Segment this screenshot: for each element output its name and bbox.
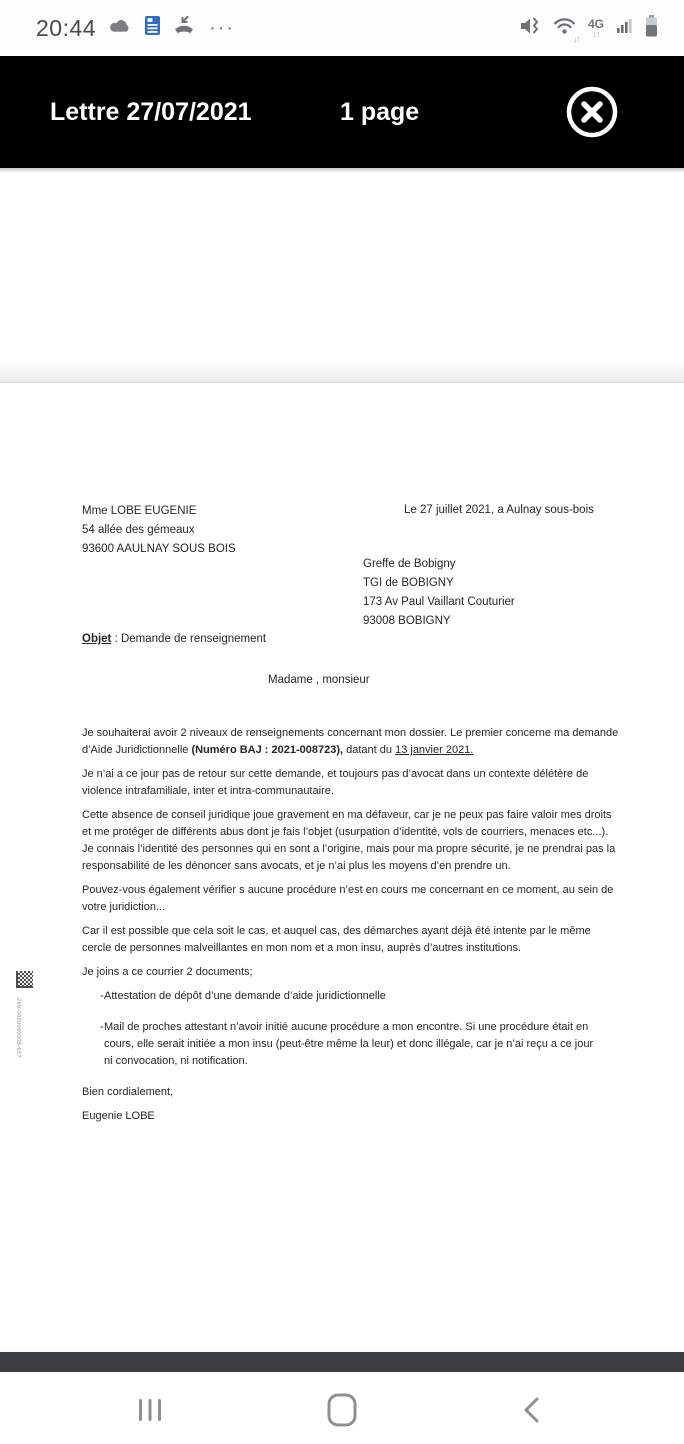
recents-button[interactable] — [130, 1390, 170, 1430]
document-page[interactable] — [0, 168, 684, 1352]
paragraph-3: Cette absence de conseil juridique joue gravement en ma défaveur, car je ne peux pas faire valoir mes droits et me protéger de différents abus dont je fais l’objet (usurpation d’identité, vols de courriers, menaces etc...). Je connais l’identité des personnes qui en sont a l’origine, mais pour ma propre sécurité, je ne prendrai pas la responsabilité de les dénoncer sans avocats, et je n’ai plus les moyens d’en prendre un. — [82, 809, 616, 872]
letter-date-line: Le 27 juillet 2021, a Aulnay sous-bois — [404, 504, 594, 516]
viewer-bottom-strip — [0, 1352, 684, 1372]
network-type-label: 4G — [587, 16, 604, 31]
closing-block — [82, 1084, 620, 1125]
paragraph-1-bold-run: (Numéro BAJ : 2021-008723), — [191, 744, 344, 756]
paragraph-1-text: datant du — [343, 744, 396, 756]
android-navigation-bar — [0, 1372, 684, 1444]
subject-text: : Demande de renseignement — [111, 633, 267, 645]
signature-name: Eugenie LOBE — [82, 1110, 155, 1122]
paragraph-6: Je joins a ce courrier 2 documents; — [82, 966, 253, 978]
clock: 20:44 — [36, 14, 97, 41]
closing-line: Bien cordialement, — [82, 1086, 174, 1098]
back-button[interactable] — [512, 1390, 552, 1430]
recipient-line: 173 Av Paul Vaillant Couturier — [363, 596, 515, 608]
letter-body — [82, 725, 620, 1132]
subject-label: Objet — [82, 633, 112, 645]
recipient-line: 93008 BOBIGNY — [363, 615, 451, 627]
close-button[interactable] — [565, 85, 619, 139]
recipient-line: TGI de BOBIGNY — [363, 577, 454, 589]
sender-line: 54 allée des gémeaux — [82, 524, 195, 536]
home-button[interactable] — [322, 1390, 362, 1430]
wifi-traffic-arrows: ↓↑ — [572, 33, 580, 44]
document-title: Lettre 27/07/2021 — [50, 97, 252, 126]
sender-address-block — [82, 502, 236, 559]
status-left-cluster — [36, 15, 235, 42]
salutation: Madame , monsieur — [268, 674, 370, 686]
document-notification-icon — [144, 15, 161, 41]
sender-line: Mme LOBE EUGENIE — [82, 505, 197, 517]
postal-datamatrix-barcode — [16, 971, 33, 988]
bullet-marker: - — [100, 990, 104, 1002]
list-item-text: Mail de proches attestant n’avoir initié aucune procédure a mon encontre. Si une procédure était en cours, elle serait initiée a mon insu (peut-être même la leur) et donc illégale, car je n’ai reçu a ce jour ni convocation, ni notification. — [104, 1021, 594, 1067]
paragraph-1-text: Je souhaiterai avoir 2 niveaux de renseignements concernant mon dossier. Le premier concerne ma demande d’Aide Juridictionnelle — [82, 727, 619, 756]
postal-stamp-text: 299-0000000005-657 — [15, 998, 21, 1058]
signal-strength-icon — [616, 17, 633, 39]
network-type-indicator — [588, 18, 604, 39]
page-top-edge-shadow — [0, 358, 684, 383]
status-right-cluster — [519, 15, 658, 42]
battery-icon — [645, 15, 658, 42]
list-item-text: Attestation de dépôt d’une demande d’aide juridictionnelle — [104, 990, 386, 1002]
header-shadow — [0, 168, 684, 173]
paragraph-1-underlined-run: 13 janvier 2021. — [395, 744, 474, 756]
status-bar — [0, 0, 684, 56]
page-count-label: 1 page — [340, 97, 420, 126]
weather-cloud-icon — [108, 17, 132, 39]
document-viewer-header — [0, 56, 684, 168]
paragraph-5: Car il est possible que cela soit le cas, et auquel cas, des démarches ayant déjà été intente par le même cercle de personnes malveillantes en mon nom et a mon insu, auprès d’autres institutions. — [82, 925, 591, 954]
missed-call-icon — [173, 15, 195, 41]
paragraph-1 — [82, 725, 620, 759]
bullet-marker: - — [100, 1021, 104, 1033]
more-notifications-indicator: ··· — [209, 16, 236, 39]
wifi-icon — [553, 17, 580, 44]
list-item — [82, 1019, 620, 1070]
recipient-address-block — [363, 555, 515, 631]
list-item — [82, 988, 620, 1005]
network-traffic-arrows: ↓↑ — [592, 28, 600, 39]
paragraph-2: Je n’ai a ce jour pas de retour sur cette demande, et toujours pas d’avocat dans un contexte délétère de violence intrafamiliale, inter et intra-communautaire. — [82, 768, 589, 797]
paragraph-4: Pouvez-vous également vérifier s aucune procédure n’est en cours me concernant en ce moment, au sein de votre juridiction... — [82, 884, 614, 913]
sender-line: 93600 AAULNAY SOUS BOIS — [82, 543, 236, 555]
recipient-line: Greffe de Bobigny — [363, 558, 456, 570]
subject-line — [82, 631, 266, 648]
mute-vibrate-icon — [519, 15, 541, 42]
